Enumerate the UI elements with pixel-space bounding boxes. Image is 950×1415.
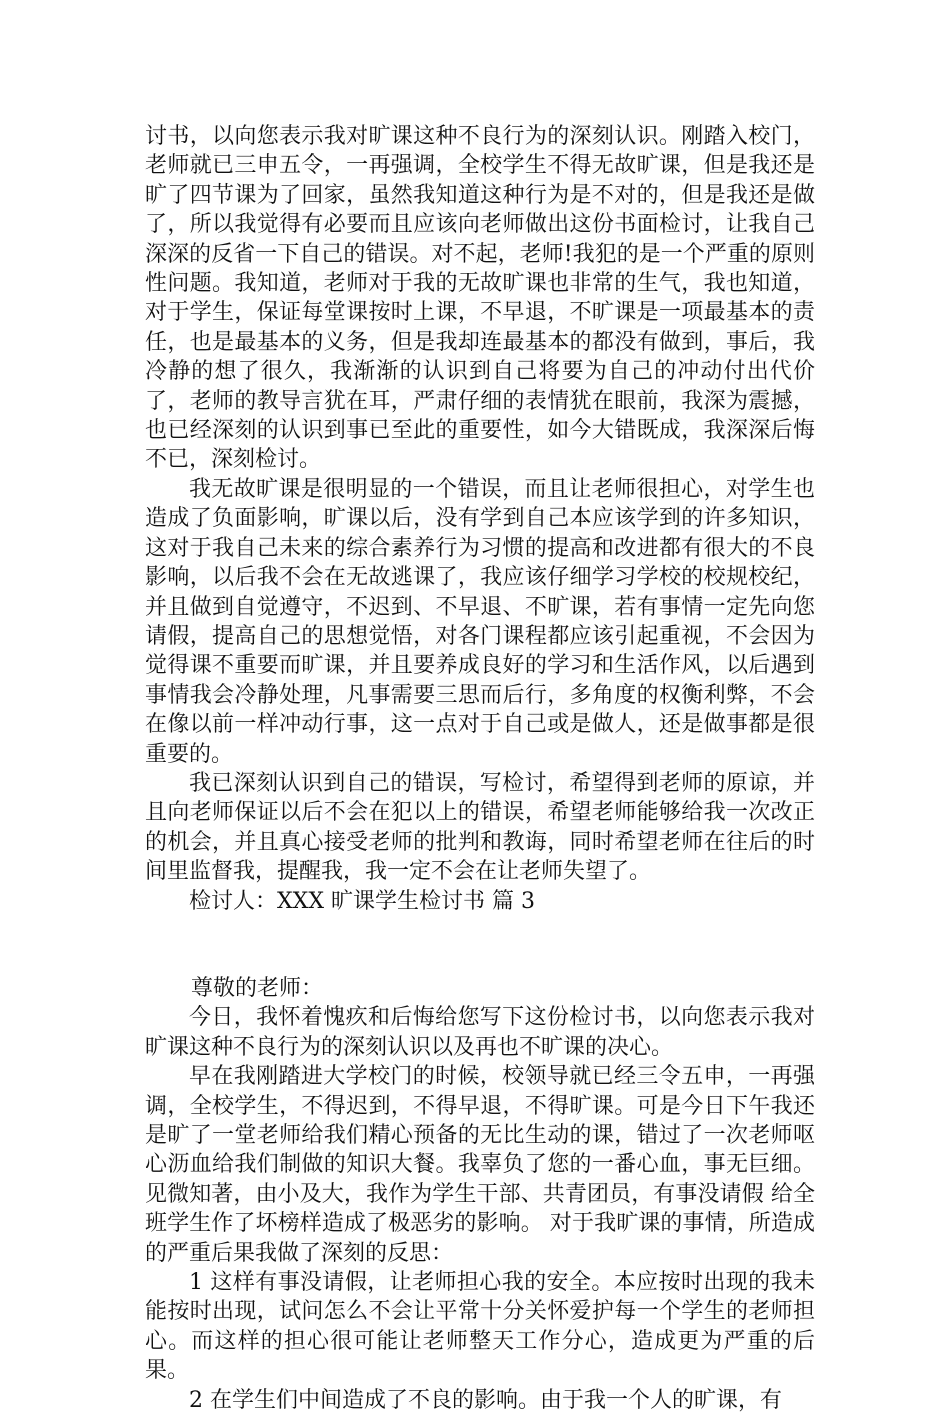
signature-line: 检讨人：XXX 旷课学生检讨书 篇 3: [189, 888, 535, 914]
paragraph-2: 我无故旷课是很明显的一个错误，而且让老师很担心，对学生也造成了负面影响，旷课以后，没有学到自己本应该学到的许多知识，这对于我自己未来的综合素养行为习惯的提高和改进都有很大的不良影响，以后我不会在无故逃课了，我应该仔细学习学校的校规校纪，并且做到自觉遵守，不迟到、不早退、不旷课，若有事情一定先向您请假，提高自己的思想觉悟，对各门课程都应该引起重视，不会因为觉得课不重要而旷课，并且要养成良好的学习和生活作风，以后遇到事情我会冷静处理，凡事需要三思而后行，多角度的权衡利弊，不会在像以前一样冲动行事，这一点对于自己或是做人，还是做事都是很重要的。: [145, 476, 815, 767]
section-gap: [145, 916, 815, 974]
paragraph-3: 我已深刻认识到自己的错误，写检讨，希望得到老师的原谅，并且向老师保证以后不会在犯以上的错误，希望老师能够给我一次改正的机会，并且真心接受老师的批判和教诲，同时希望老师在往后的时间里监督我，提醒我，我一定不会在让老师失望了。: [145, 770, 815, 885]
paragraph-5: 早在我刚踏进大学校门的时候，校领导就已经三令五申，一再强调，全校学生，不得迟到，不得早退，不得旷课。可是今日下午我还是旷了一堂老师给我们精心预备的无比生动的课，错过了一次老师呕心沥血给我们制做的知识大餐。我辜负了您的一番心血，事无巨细。见微知著，由小及大，我作为学生干部、共青团员，有事没请假 给全班学生作了坏榜样造成了极恶劣的影响。 对于我旷课的事情，所造成的严重后果我做了深刻的反思：: [145, 1064, 815, 1266]
document-page: [145, 122, 815, 1415]
paragraph-6: 1 这样有事没请假，让老师担心我的安全。本应按时出现的我未能按时出现，试问怎么不会让平常十分关怀爱护每一个学生的老师担心。而这样的担心很可能让老师整天工作分心，造成更为严重的后果。: [145, 1270, 815, 1384]
paragraph-7: 2 在学生们中间造成了不良的影响。由于我一个人的旷课，有: [189, 1387, 782, 1413]
paragraph-4: 今日，我怀着愧疚和后悔给您写下这份检讨书，以向您表示我对旷课这种不良行为的深刻认识以及再也不旷课的决心。: [145, 1005, 815, 1060]
paragraph-1: 讨书，以向您表示我对旷课这种不良行为的深刻认识。刚踏入校门，老师就已三申五令，一再强调，全校学生不得无故旷课，但是我还是旷了四节课为了回家，虽然我知道这种行为是不对的，但是我还是做了，所以我觉得有必要而且应该向老师做出这份书面检讨，让我自己深深的反省一下自己的错误。对不起，老师!我犯的是一个严重的原则性问题。我知道，老师对于我的无故旷课也非常的生气，我也知道，对于学生，保证每堂课按时上课，不早退，不旷课是一项最基本的责任，也是最基本的义务，但是我却连最基本的都没有做到，事后，我冷静的想了很久，我渐渐的认识到自己将要为自己的冲动付出代价了，老师的教导言犹在耳，严肃仔细的表情犹在眼前，我深为震撼，也已经深刻的认识到事已至此的重要性，如今大错既成，我深深后悔不已，深刻检讨。: [145, 124, 815, 473]
salutation: 尊敬的老师：: [191, 975, 324, 1001]
